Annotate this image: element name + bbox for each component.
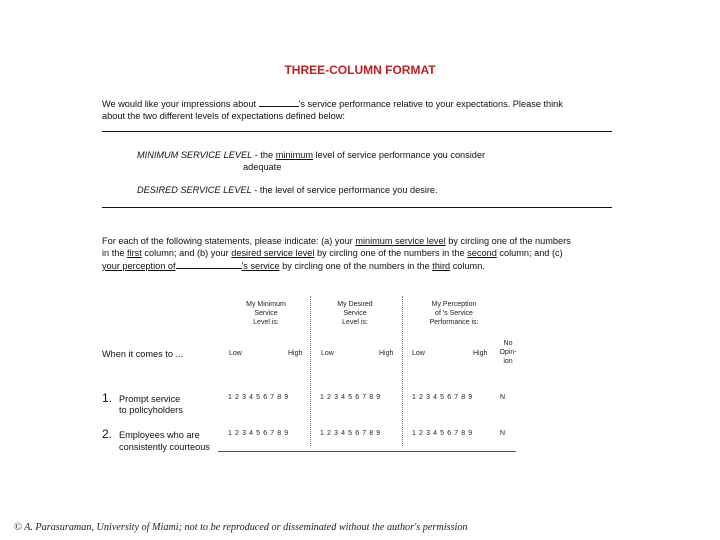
col-header-line: No bbox=[503, 340, 513, 347]
intro-line-1 bbox=[102, 97, 563, 110]
col-header-line: My Perception bbox=[431, 301, 477, 308]
instruction-text: in the bbox=[102, 248, 128, 258]
instructions-line-2 bbox=[102, 247, 563, 259]
definition-text: - the bbox=[252, 150, 276, 160]
high-label: High bbox=[379, 350, 394, 357]
minimum-term: MINIMUM SERVICE LEVEL bbox=[137, 150, 253, 160]
intro-text: 's service performance relative to your expectations. Please think bbox=[298, 99, 563, 109]
instruction-emphasis: first bbox=[127, 248, 142, 258]
no-opinion-option[interactable]: N bbox=[500, 394, 506, 401]
rating-scale[interactable]: 1 2 3 4 5 6 7 8 9 bbox=[228, 394, 289, 401]
col-header-line: Service bbox=[343, 310, 367, 317]
col-header-line: My Desired bbox=[337, 301, 373, 308]
desired-definition bbox=[137, 184, 438, 196]
definition-text: - the level of service performance you desire. bbox=[251, 185, 438, 195]
low-label: Low bbox=[321, 350, 334, 357]
instruction-emphasis: second bbox=[467, 248, 497, 258]
page-title: THREE-COLUMN FORMAT bbox=[284, 63, 436, 77]
high-label: High bbox=[473, 350, 488, 357]
instruction-text: For each of the following statements, please indicate: (a) your bbox=[102, 236, 356, 246]
intro-line-2: about the two different levels of expectations defined below: bbox=[102, 111, 345, 121]
definition-text: level of service performance you consider bbox=[312, 150, 486, 160]
col3-header bbox=[411, 300, 497, 327]
table-bottom-rule bbox=[218, 451, 516, 452]
definition-emphasis: minimum bbox=[275, 150, 313, 160]
minimum-definition bbox=[137, 149, 485, 161]
item-number: 2. bbox=[102, 427, 113, 441]
item-statement: Prompt service bbox=[119, 394, 181, 404]
desired-term: DESIRED SERVICE LEVEL bbox=[137, 185, 252, 195]
intro-text: We would like your impressions about bbox=[102, 99, 257, 109]
instruction-text: column; and (b) your bbox=[141, 248, 232, 258]
item-statement: Employees who are bbox=[119, 430, 200, 440]
instruction-text: by circling one of the numbers in the bbox=[314, 248, 468, 258]
divider bbox=[102, 131, 612, 132]
rating-scale[interactable]: 1 2 3 4 5 6 7 8 9 bbox=[320, 394, 381, 401]
company-blank bbox=[259, 97, 299, 107]
col-header-line: Service bbox=[254, 310, 278, 317]
copyright-footer: © A. Parasuraman, University of Miami; not to be reproduced or disseminated without the author's permission bbox=[14, 522, 468, 533]
instructions-line-3 bbox=[102, 259, 485, 272]
col-header-line: Opin- bbox=[499, 349, 517, 356]
col-header-line: Performance is: bbox=[429, 319, 479, 326]
instruction-emphasis: third bbox=[432, 261, 451, 271]
instruction-emphasis: 's service bbox=[241, 261, 280, 271]
col1-header bbox=[226, 300, 306, 327]
col-header-line: Level is: bbox=[253, 319, 279, 326]
rating-scale[interactable]: 1 2 3 4 5 6 7 8 9 bbox=[228, 430, 289, 437]
col-header-line: My Minimum bbox=[246, 301, 286, 308]
instruction-text: by circling one of the numbers bbox=[445, 236, 571, 246]
no-opinion-option[interactable]: N bbox=[500, 430, 506, 437]
when-label: When it comes to ... bbox=[102, 349, 184, 359]
column-separator bbox=[402, 296, 403, 446]
col-header-line: of 's Service bbox=[435, 310, 473, 317]
col2-header bbox=[315, 300, 395, 327]
item-statement: consistently courteous bbox=[119, 442, 210, 452]
minimum-definition-cont: adequate bbox=[243, 162, 282, 172]
low-label: Low bbox=[229, 350, 242, 357]
rating-scale[interactable]: 1 2 3 4 5 6 7 8 9 bbox=[412, 394, 473, 401]
divider bbox=[102, 207, 612, 208]
instruction-emphasis: desired service level bbox=[231, 248, 315, 258]
item-statement: to policyholders bbox=[119, 405, 183, 415]
instruction-emphasis: your perception of bbox=[102, 261, 176, 271]
instruction-text: column; and (c) bbox=[496, 248, 563, 258]
instruction-emphasis: minimum service level bbox=[355, 236, 446, 246]
item-number: 1. bbox=[102, 391, 113, 405]
col-header-line: ion bbox=[503, 358, 513, 365]
column-separator bbox=[310, 296, 311, 446]
instructions-line-1 bbox=[102, 235, 571, 247]
no-opinion-header bbox=[496, 339, 520, 366]
instruction-text: by circling one of the numbers in the bbox=[279, 261, 433, 271]
rating-scale[interactable]: 1 2 3 4 5 6 7 8 9 bbox=[412, 430, 473, 437]
rating-scale[interactable]: 1 2 3 4 5 6 7 8 9 bbox=[320, 430, 381, 437]
low-label: Low bbox=[412, 350, 425, 357]
high-label: High bbox=[288, 350, 303, 357]
col-header-line: Level is: bbox=[342, 319, 368, 326]
instruction-text: column. bbox=[450, 261, 485, 271]
company-blank bbox=[176, 259, 242, 269]
